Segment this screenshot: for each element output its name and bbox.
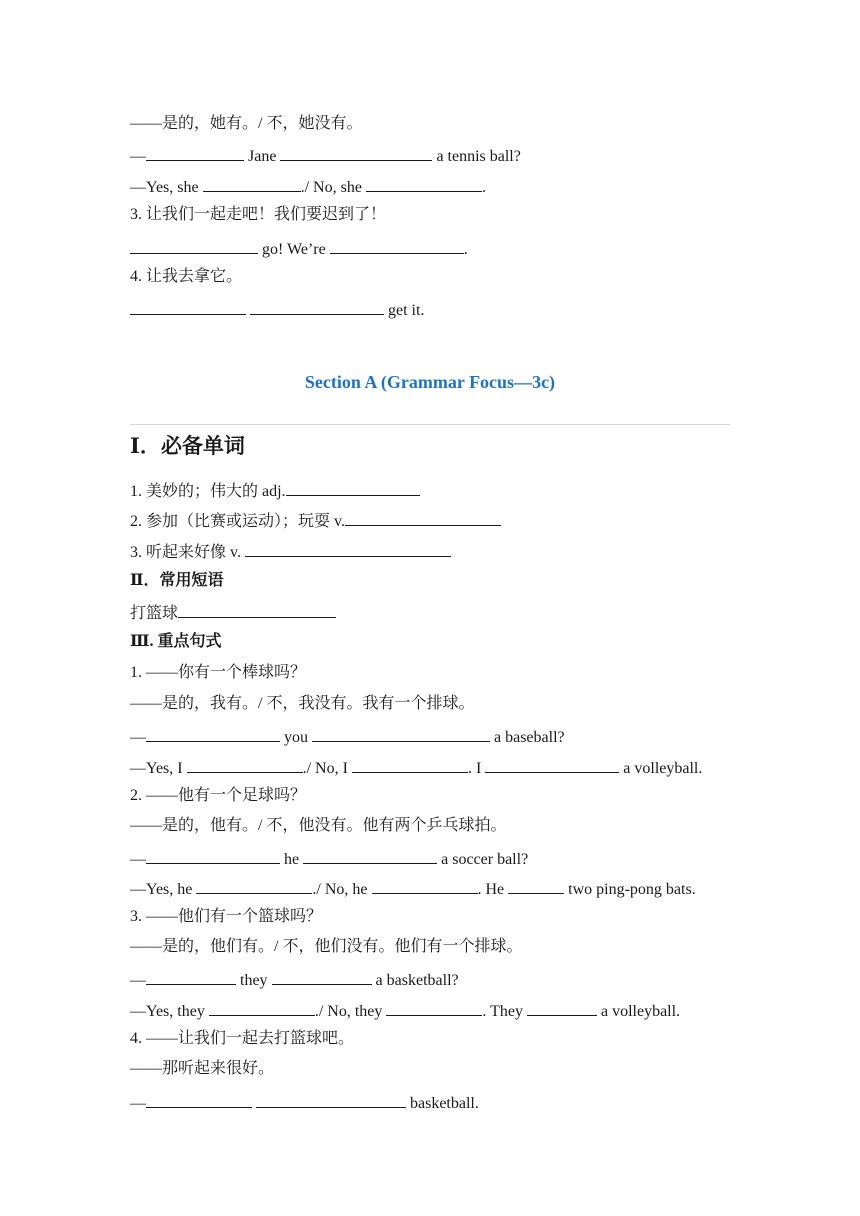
sentence-line: go! We’re . xyxy=(130,238,468,260)
blank[interactable] xyxy=(146,848,280,864)
sentence-prompt-cn: 4. 让我去拿它。 xyxy=(130,268,243,285)
blank[interactable] xyxy=(250,299,384,315)
blank[interactable] xyxy=(187,757,303,773)
answer-line: —Yes, she ./ No, she . xyxy=(130,176,486,198)
blank[interactable] xyxy=(352,757,468,773)
blank[interactable] xyxy=(330,238,464,254)
blank[interactable] xyxy=(286,480,420,496)
blank[interactable] xyxy=(245,541,451,557)
answer-line: —Yes, I ./ No, I . I a volleyball. xyxy=(130,757,702,779)
blank[interactable] xyxy=(508,878,564,894)
sentence-line: — basketball. xyxy=(130,1092,479,1114)
answer-line: —Yes, he ./ No, he . He two ping-pong bats. xyxy=(130,878,696,900)
blank[interactable] xyxy=(366,176,482,192)
blank[interactable] xyxy=(146,1092,252,1108)
blank[interactable] xyxy=(209,1000,315,1016)
part2-heading: Ⅱ．常用短语 xyxy=(130,572,224,589)
question-line: — he a soccer ball? xyxy=(130,848,528,870)
divider xyxy=(130,424,730,425)
blank[interactable] xyxy=(130,238,258,254)
question-line: — they a basketball? xyxy=(130,969,459,991)
sentence-prompt-cn: ——是的，我有。/ 不，我没有。我有一个排球。 xyxy=(130,695,475,712)
sentence-prompt-cn: 3. 让我们一起走吧！我们要迟到了！ xyxy=(130,206,387,223)
vocab-item: 1. 美妙的；伟大的 adj. xyxy=(130,480,420,502)
blank[interactable] xyxy=(146,145,244,161)
vocab-item: 2. 参加（比赛或运动）；玩耍 v. xyxy=(130,510,501,532)
sentence-prompt-cn: ——是的，他们有。/ 不，他们没有。他们有一个排球。 xyxy=(130,938,523,955)
sentence-line: get it. xyxy=(130,299,424,321)
phrase-item: 打篮球 xyxy=(130,602,336,624)
sentence-prompt-cn: 2. ——他有一个足球吗？ xyxy=(130,787,307,804)
answer-line: —Yes, they ./ No, they . They a volleyball. xyxy=(130,1000,680,1022)
sentence-prompt-cn: 4. ——让我们一起去打篮球吧。 xyxy=(130,1030,355,1047)
blank[interactable] xyxy=(372,878,478,894)
blank[interactable] xyxy=(256,1092,406,1108)
blank[interactable] xyxy=(345,510,501,526)
blank[interactable] xyxy=(178,602,336,618)
question-line: — Jane a tennis ball? xyxy=(130,145,521,167)
blank[interactable] xyxy=(272,969,372,985)
blank[interactable] xyxy=(203,176,301,192)
blank[interactable] xyxy=(312,726,490,742)
answer-prompt-cn: ——是的，她有。/ 不，她没有。 xyxy=(130,115,363,132)
sentence-prompt-cn: ——那听起来很好。 xyxy=(130,1060,275,1077)
blank[interactable] xyxy=(527,1000,597,1016)
blank[interactable] xyxy=(146,726,280,742)
blank[interactable] xyxy=(146,969,236,985)
part1-heading: Ⅰ．必备单词 xyxy=(130,434,245,458)
blank[interactable] xyxy=(303,848,437,864)
blank[interactable] xyxy=(386,1000,482,1016)
vocab-item: 3. 听起来好像 v. xyxy=(130,541,451,563)
sentence-prompt-cn: 3. ——他们有一个篮球吗？ xyxy=(130,908,323,925)
blank[interactable] xyxy=(130,299,246,315)
sentence-prompt-cn: 1. ——你有一个棒球吗？ xyxy=(130,664,307,681)
sentence-prompt-cn: ——是的，他有。/ 不，他没有。他有两个乒乓球拍。 xyxy=(130,817,507,834)
section-title: Section A (Grammar Focus—3c) xyxy=(304,372,556,392)
blank[interactable] xyxy=(280,145,432,161)
part3-heading: Ⅲ. 重点句式 xyxy=(130,633,222,650)
blank[interactable] xyxy=(485,757,619,773)
blank[interactable] xyxy=(196,878,312,894)
question-line: — you a baseball? xyxy=(130,726,565,748)
